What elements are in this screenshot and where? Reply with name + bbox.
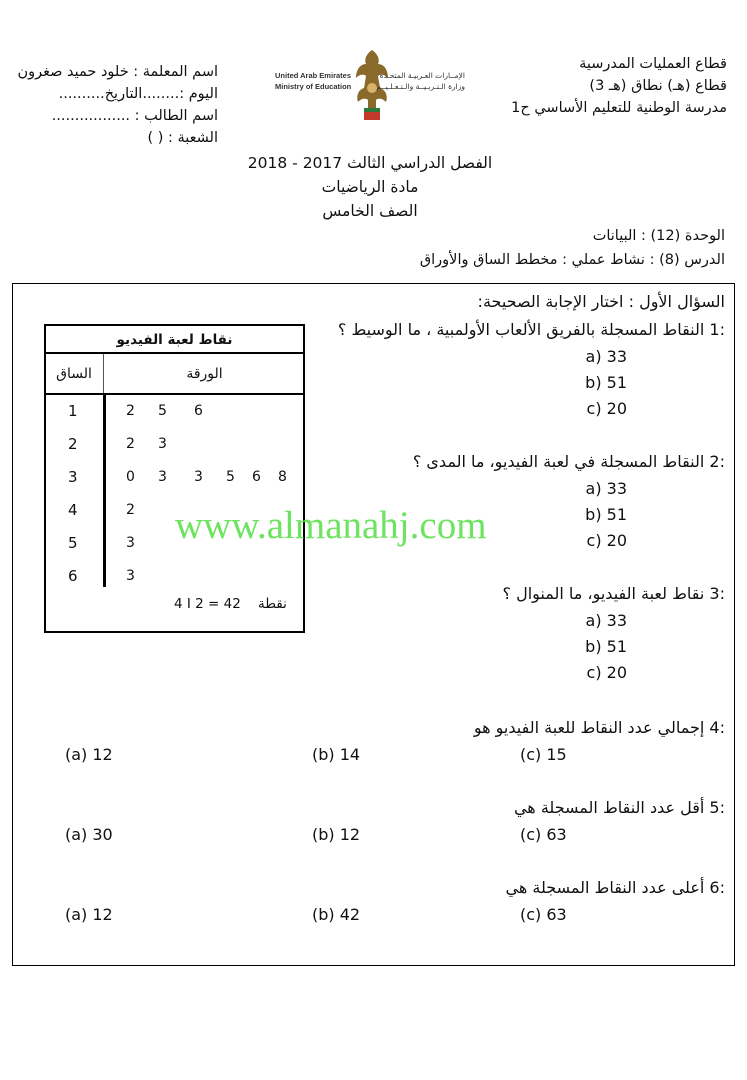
zone-line: قطاع (هـ) نطاق (هـ 3) — [589, 78, 727, 94]
logo-arabic: الإمــارات العـربيـة المتحـدة وزارة الـتـربـيــة والـتـعـلـيــم — [376, 71, 465, 91]
q3-option-a[interactable]: 33 (a — [585, 611, 627, 630]
q6-option-a[interactable]: (a) 12 — [65, 905, 113, 924]
question-text: إجمالي عدد النقاط للعبة الفيديو هو — [473, 718, 705, 737]
leaf-value: 2 — [126, 403, 135, 419]
unit-line: الوحدة (12) : البيانات — [592, 228, 725, 244]
q2-option-c[interactable]: 20 (c — [586, 531, 627, 550]
grade-title: الصف الخامس — [322, 202, 418, 220]
stem-header: الساق — [56, 366, 92, 382]
question-number: :3 — [709, 584, 725, 603]
watermark: www.almanahj.com — [175, 504, 487, 547]
question-3 — [502, 582, 725, 606]
question-number: :4 — [709, 718, 725, 737]
q4-option-b[interactable]: (b) 14 — [312, 745, 361, 764]
stem-value: 5 — [68, 534, 78, 552]
leaf-value: 3 — [126, 535, 135, 551]
plot-key: 4 I 2 = 42 — [174, 596, 241, 612]
q1-option-b[interactable]: 51 (b — [585, 373, 627, 392]
q3-option-b[interactable]: 51 (b — [585, 637, 627, 656]
leaf-value: 3 — [126, 568, 135, 584]
q5-option-b[interactable]: (b) 12 — [312, 825, 361, 844]
question-2 — [413, 450, 725, 474]
question-5 — [514, 796, 725, 820]
school-name: مدرسة الوطنية للتعليم الأساسي ح1 — [511, 100, 727, 116]
leaf-value: 6 — [252, 469, 261, 485]
question-number: :6 — [709, 878, 725, 897]
teacher-name: اسم المعلمة : خلود حميد صغرون — [17, 64, 218, 80]
leaf-value: 8 — [278, 469, 287, 485]
q6-option-c[interactable]: (c) 63 — [520, 905, 567, 924]
question-text: أقل عدد النقاط المسجلة هي — [513, 798, 705, 817]
leaf-value: 3 — [158, 469, 167, 485]
question-number: :1 — [709, 320, 725, 339]
stem-leaf-plot — [44, 324, 305, 633]
day-date-line: اليوم :........التاريخ.......... — [58, 86, 218, 102]
q2-option-b[interactable]: 51 (b — [585, 505, 627, 524]
logo-english: United Arab Emirates Ministry of Education — [275, 71, 352, 91]
stem-value: 6 — [68, 567, 78, 585]
ministry-logo — [275, 48, 465, 128]
subject-title: مادة الرياضيات — [321, 178, 419, 196]
leaf-value: 6 — [194, 403, 203, 419]
q1-option-a[interactable]: 33 (a — [585, 347, 627, 366]
q3-option-c[interactable]: 20 (c — [586, 663, 627, 682]
question-text: نقاط لعبة الفيديو، ما المنوال ؟ — [502, 584, 705, 603]
leaf-value: 5 — [226, 469, 235, 485]
plot-title: نقاط لعبة الفيديو — [116, 332, 233, 348]
q4-option-c[interactable]: (c) 15 — [520, 745, 567, 764]
leaf-value: 3 — [158, 436, 167, 452]
leaf-value: 2 — [126, 436, 135, 452]
q5-option-c[interactable]: (c) 63 — [520, 825, 567, 844]
question-text: أعلى عدد النقاط المسجلة هي — [505, 878, 705, 897]
leaf-value: 0 — [126, 469, 135, 485]
stem-value: 2 — [68, 435, 78, 453]
stem-value: 1 — [68, 402, 78, 420]
question-6 — [506, 876, 725, 900]
question-text: النقاط المسجلة في لعبة الفيديو، ما المدى ؟ — [412, 452, 705, 471]
question-number: :2 — [709, 452, 725, 471]
section-title: السؤال الأول : اختار الإجابة الصحيحة: — [477, 292, 725, 311]
leaf-value: 2 — [126, 502, 135, 518]
q2-option-a[interactable]: 33 (a — [585, 479, 627, 498]
q4-option-a[interactable]: (a) 12 — [65, 745, 113, 764]
sector-line: قطاع العمليات المدرسية — [579, 56, 727, 72]
q5-option-a[interactable]: (a) 30 — [65, 825, 113, 844]
question-number: :5 — [709, 798, 725, 817]
stem-value: 3 — [68, 468, 78, 486]
semester-title: الفصل الدراسي الثالث 2017 - 2018 — [247, 154, 493, 172]
section-line: الشعبة : ( ) — [147, 130, 218, 146]
leaf-value: 5 — [158, 403, 167, 419]
question-4 — [474, 716, 725, 740]
q6-option-b[interactable]: (b) 42 — [312, 905, 361, 924]
lesson-line: الدرس (8) : نشاط عملي : مخطط الساق والأوراق — [419, 252, 725, 268]
q1-option-c[interactable]: 20 (c — [586, 399, 627, 418]
leaf-value: 3 — [194, 469, 203, 485]
question-text: النقاط المسجلة بالفريق الألعاب الأولمبية ، ما الوسيط ؟ — [337, 320, 705, 339]
question-1 — [338, 318, 725, 342]
stem-value: 4 — [68, 501, 78, 519]
leaf-header: الورقة — [186, 366, 223, 382]
student-name-line: اسم الطالب : ................. — [51, 108, 218, 124]
plot-key-unit: نقطة — [258, 596, 287, 612]
